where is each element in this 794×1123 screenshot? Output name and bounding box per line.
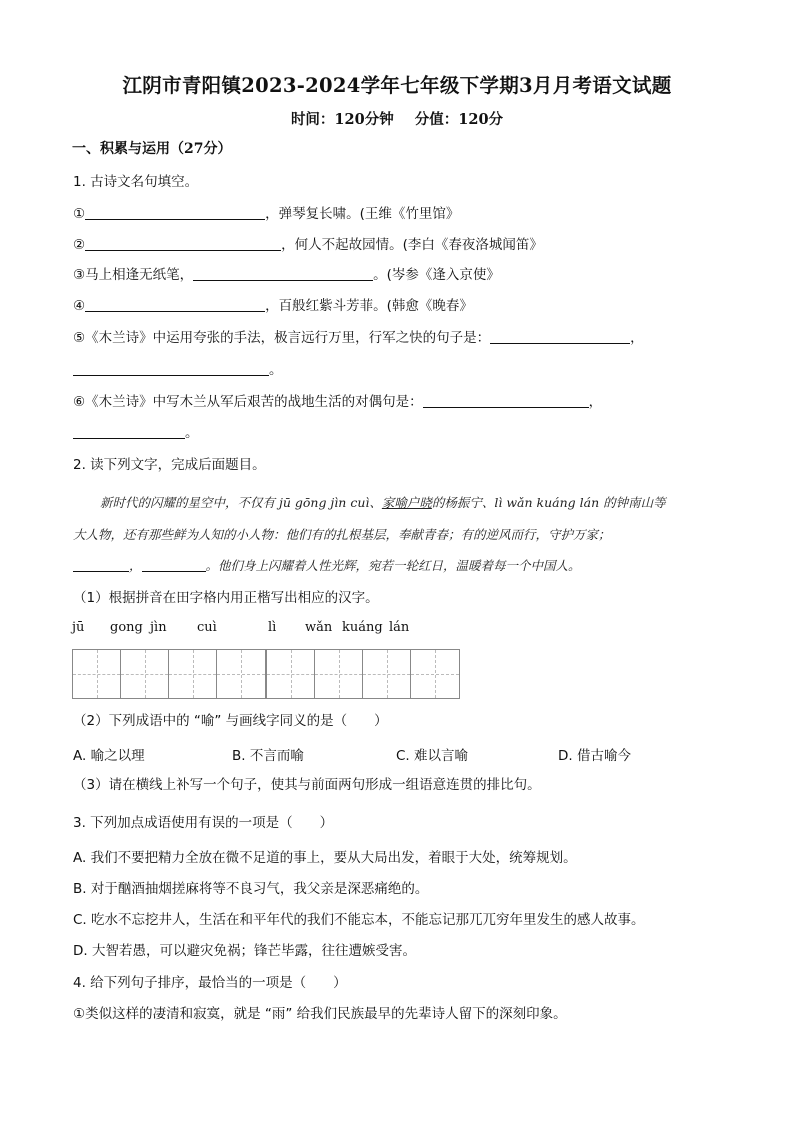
pinyin-8: lán xyxy=(389,620,410,635)
grid-group-1 xyxy=(73,650,265,698)
q4-stem: 4. 给下列句子排序，最恰当的一项是（ ） xyxy=(73,975,347,991)
answer-blank[interactable] xyxy=(193,267,373,281)
q2-stem: 2. 读下列文字，完成后面题目。 xyxy=(73,457,266,473)
grid-cell[interactable] xyxy=(121,650,169,698)
answer-blank[interactable] xyxy=(73,558,129,572)
grid-group-2 xyxy=(265,650,459,698)
q1-item-3: ③马上相逢无纸笔， 。(岑参《逢入京使》 xyxy=(73,267,500,283)
q1-item-6: ⑥《木兰诗》中写木兰从军后艰苦的战地生活的对偶句是： ， xyxy=(73,394,603,410)
exam-time: 时间：120分钟 xyxy=(290,111,394,128)
q1-stem: 1. 古诗文名句填空。 xyxy=(73,174,199,190)
q1-item-1: ① ，弹琴复长啸。(王维《竹里馆》 xyxy=(73,206,460,222)
answer-blank[interactable] xyxy=(85,237,281,251)
answer-blank[interactable] xyxy=(490,330,630,344)
answer-blank[interactable] xyxy=(423,394,589,408)
q3-option-a[interactable]: A. 我们不要把精力全放在微不足道的事上，要从大局出发，着眼于大处，统筹规划。 xyxy=(73,850,577,866)
pinyin-1: jū xyxy=(72,620,85,635)
answer-blank[interactable] xyxy=(73,362,269,376)
pinyin-5: lì xyxy=(268,620,277,635)
q3-option-b[interactable]: B. 对于酗酒抽烟搓麻将等不良习气，我父亲是深恶痛绝的。 xyxy=(73,881,429,897)
q2-sub2: （2）下列成语中的 “喻” 与画线字同义的是（ ） xyxy=(73,713,388,729)
passage-line-3: ， 。他们身上闪耀着人性光辉，宛若一轮红日，温暖着每一个中国人。 xyxy=(73,557,581,575)
q1-item-6-cont: 。 xyxy=(73,424,199,442)
grid-cell[interactable] xyxy=(267,650,315,698)
q2-sub3: （3）请在横线上补写一个句子，使其与前面两句形成一组语意连贯的排比句。 xyxy=(73,777,541,793)
pinyin-7: kuáng xyxy=(342,620,383,635)
pinyin-6: wǎn xyxy=(305,620,333,635)
q4-sentence-1: ①类似这样的凄清和寂寞，就是 “雨” 给我们民族最早的先辈诗人留下的深刻印象。 xyxy=(73,1006,567,1022)
grid-cell[interactable] xyxy=(169,650,217,698)
underlined-word: 家喻户晓 xyxy=(381,495,432,510)
answer-blank[interactable] xyxy=(142,558,206,572)
tianzige-grid xyxy=(72,649,460,699)
answer-blank[interactable] xyxy=(85,298,265,312)
pinyin-3: jìn xyxy=(150,620,167,635)
grid-cell[interactable] xyxy=(315,650,363,698)
grid-cell[interactable] xyxy=(217,650,265,698)
exam-title: 江阴市青阳镇2023-2024学年七年级下学期3月月考语文试题 xyxy=(122,74,672,97)
grid-cell[interactable] xyxy=(411,650,459,698)
q2-sub1: （1）根据拼音在田字格内用正楷写出相应的汉字。 xyxy=(73,590,379,606)
q2-option-b[interactable]: B. 不言而喻 xyxy=(232,748,304,764)
q1-item-2: ② ，何人不起故园情。(李白《春夜洛城闻笛》 xyxy=(73,237,543,253)
section-heading: 一、积累与运用（27分） xyxy=(72,141,232,157)
exam-score: 分值：120分 xyxy=(414,111,504,128)
grid-cell[interactable] xyxy=(73,650,121,698)
grid-cell[interactable] xyxy=(363,650,411,698)
answer-blank[interactable] xyxy=(85,206,265,220)
q2-option-d[interactable]: D. 借古喻今 xyxy=(558,748,631,764)
exam-meta xyxy=(0,108,794,129)
q3-stem: 3. 下列加点成语使用有误的一项是（ ） xyxy=(73,815,334,831)
passage-line-1: 新时代的闪耀的星空中，不仅有 jū gōng jìn cuì、家喻户晓的杨振宁、lì wǎn kuáng lán 的钟南山等 xyxy=(100,495,666,510)
q1-item-5: ⑤《木兰诗》中运用夸张的手法，极言远行万里，行军之快的句子是： ， xyxy=(73,330,644,346)
q2-option-a[interactable]: A. 喻之以理 xyxy=(73,748,145,764)
pinyin-2: gong xyxy=(110,620,143,635)
q1-item-5-cont: 。 xyxy=(73,361,283,379)
q2-option-c[interactable]: C. 难以言喻 xyxy=(396,748,469,764)
q3-option-d[interactable]: D. 大智若愚，可以避灾免祸；锋芒毕露，往往遭嫉受害。 xyxy=(73,943,416,959)
q1-item-4: ④ ，百般红紫斗芳菲。(韩愈《晚春》 xyxy=(73,298,473,314)
q3-option-c[interactable]: C. 吃水不忘挖井人，生活在和平年代的我们不能忘本，不能忘记那兀兀穷年里发生的感人故事。 xyxy=(73,912,645,928)
passage-line-2: 大人物，还有那些鲜为人知的小人物：他们有的扎根基层，奉献青春；有的逆风而行，守护万家； xyxy=(73,527,611,542)
answer-blank[interactable] xyxy=(73,425,185,439)
pinyin-4: cuì xyxy=(197,620,217,635)
